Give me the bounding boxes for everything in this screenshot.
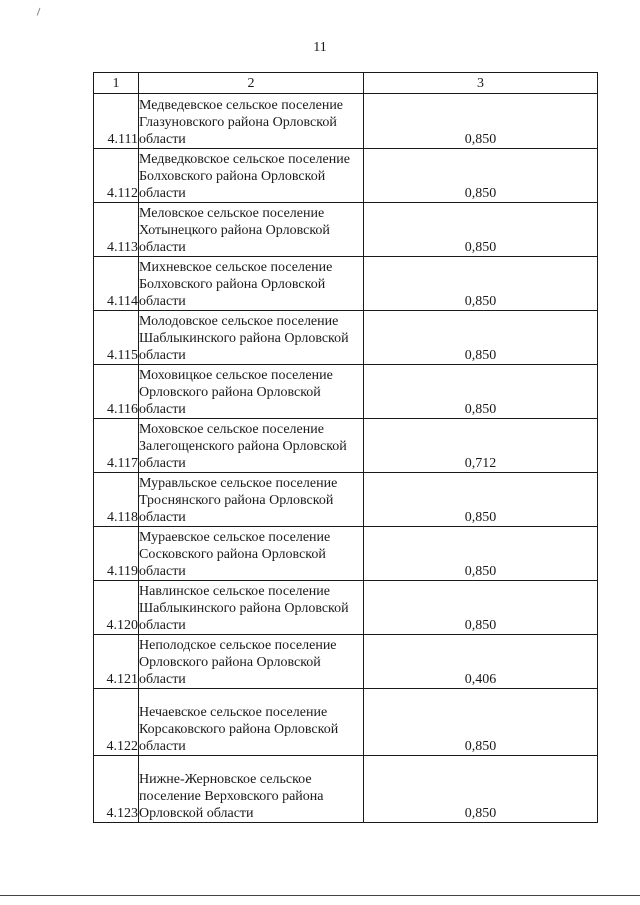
row-number: 4.119 [94, 527, 139, 581]
coefficient-value: 0,850 [364, 527, 598, 581]
column-header-2: 2 [139, 73, 364, 94]
settlement-name: Медведковское сельское поселение Болховского района Орловской области [139, 149, 364, 203]
coefficient-value: 0,850 [364, 689, 598, 756]
table-row [94, 94, 598, 149]
settlement-name: Моховицкое сельское поселение Орловского района Орловской области [139, 365, 364, 419]
row-number: 4.120 [94, 581, 139, 635]
table-row [94, 689, 598, 756]
table-row [94, 419, 598, 473]
row-number: 4.111 [94, 94, 139, 149]
coefficient-value: 0,850 [364, 257, 598, 311]
row-number: 4.115 [94, 311, 139, 365]
row-number: 4.113 [94, 203, 139, 257]
table-row [94, 311, 598, 365]
settlement-name: Молодовское сельское поселение Шаблыкинского района Орловской области [139, 311, 364, 365]
table-row [94, 203, 598, 257]
column-header-3: 3 [364, 73, 598, 94]
coefficient-value: 0,850 [364, 203, 598, 257]
table-row [94, 365, 598, 419]
table-row [94, 581, 598, 635]
settlement-name: Медведевское сельское поселение Глазуновского района Орловской области [139, 94, 364, 149]
coefficient-value: 0,850 [364, 94, 598, 149]
row-number: 4.121 [94, 635, 139, 689]
table-row [94, 527, 598, 581]
row-number: 4.112 [94, 149, 139, 203]
row-number: 4.123 [94, 756, 139, 823]
coefficient-value: 0,850 [364, 581, 598, 635]
table-row [94, 756, 598, 823]
table-header-row [94, 73, 598, 94]
row-number: 4.117 [94, 419, 139, 473]
page-number: 11 [313, 40, 327, 55]
settlement-name: Михневское сельское поселение Болховского района Орловской области [139, 257, 364, 311]
coefficient-table [93, 72, 598, 823]
table-row [94, 257, 598, 311]
settlement-name: Моховское сельское поселение Залегощенского района Орловской области [139, 419, 364, 473]
row-number: 4.116 [94, 365, 139, 419]
scan-mark [37, 8, 43, 17]
coefficient-value: 0,712 [364, 419, 598, 473]
table-row [94, 635, 598, 689]
settlement-name: Нечаевское сельское поселение Корсаковского района Орловской области [139, 689, 364, 756]
settlement-name: Навлинское сельское поселение Шаблыкинского района Орловской области [139, 581, 364, 635]
coefficient-value: 0,406 [364, 635, 598, 689]
settlement-name: Муравльское сельское поселение Троснянского района Орловской области [139, 473, 364, 527]
settlement-name: Меловское сельское поселение Хотынецкого района Орловской области [139, 203, 364, 257]
settlement-name: Неполодское сельское поселение Орловского района Орловской области [139, 635, 364, 689]
row-number: 4.122 [94, 689, 139, 756]
row-number: 4.114 [94, 257, 139, 311]
table-row [94, 149, 598, 203]
coefficient-value: 0,850 [364, 473, 598, 527]
page-bottom-rule [0, 895, 640, 896]
column-header-1: 1 [94, 73, 139, 94]
coefficient-value: 0,850 [364, 149, 598, 203]
settlement-name: Мураевское сельское поселение Сосковского района Орловской области [139, 527, 364, 581]
coefficient-value: 0,850 [364, 365, 598, 419]
settlement-name: Нижне-Жерновское сельское поселение Верховского района Орловской области [139, 756, 364, 823]
coefficient-value: 0,850 [364, 311, 598, 365]
row-number: 4.118 [94, 473, 139, 527]
table-row [94, 473, 598, 527]
coefficient-value: 0,850 [364, 756, 598, 823]
